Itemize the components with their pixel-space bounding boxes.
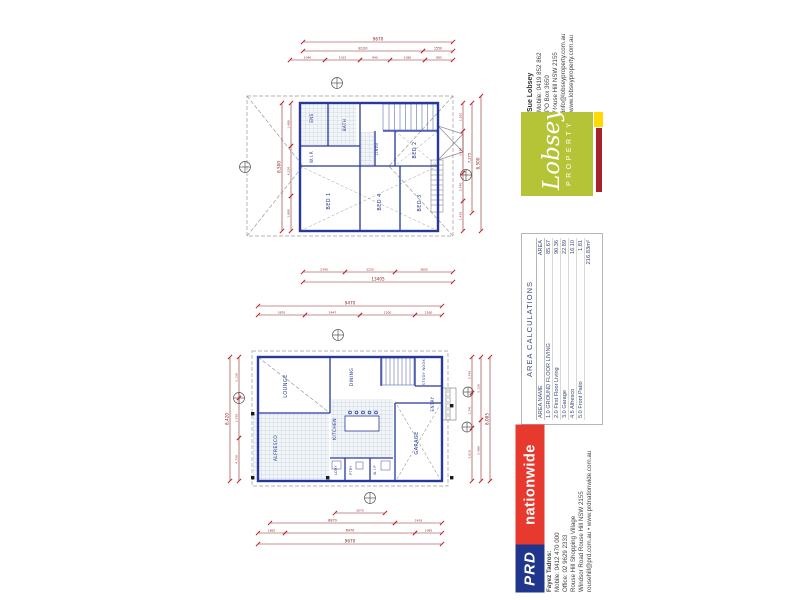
dim-label: 7,275 [467, 152, 472, 164]
dim-label: 8,085 [484, 413, 490, 425]
dim-label: 1040 [303, 55, 312, 60]
dimension [459, 171, 466, 203]
dimension [268, 519, 397, 526]
lobsey-stripe-yellow [594, 112, 603, 127]
dim-label: 1200 [383, 310, 392, 315]
room-label: LOUNGE [283, 374, 289, 398]
dimension [277, 101, 285, 233]
dim-label: 2,740 [467, 370, 472, 380]
dim-label: 4,730 [234, 455, 239, 464]
room-label: DINING [350, 367, 355, 387]
dim-label: 5,480 [476, 446, 481, 455]
dimension [413, 311, 444, 318]
dimension [477, 418, 484, 483]
prd-contact-card [546, 424, 594, 592]
area-table-row: 1.0 GROUND FLOOR LIVING 85.67 [545, 240, 552, 418]
lobsey-contact-card [527, 30, 607, 112]
dimension [459, 101, 466, 133]
contact-line: info@lobseyproperty.com.au [560, 33, 568, 112]
dim-label: 8120 [358, 46, 368, 51]
dimension [301, 268, 347, 275]
dimension [225, 355, 233, 483]
room-label: W.I.P [373, 465, 377, 475]
dim-label: 3,610 [467, 450, 472, 459]
room-label: ALFRESCO [274, 434, 279, 462]
dimension [333, 509, 387, 516]
dim-label: 2160 [424, 310, 433, 315]
area-table-row: 3.0 Garage 22.89 [561, 240, 568, 418]
dim-label: 8,500 [276, 161, 282, 173]
area-table-row: 2.0 First Floor Living 90.36 [553, 240, 560, 418]
dimension [287, 194, 294, 233]
dim-label: 8870 [328, 518, 337, 523]
dimension [358, 311, 417, 318]
dimension [393, 519, 444, 526]
room-label: STUDY NOOK [422, 358, 426, 386]
dim-label: 9470 [344, 300, 356, 306]
dimension [288, 56, 327, 63]
room-label: BED 4 [377, 193, 383, 211]
area-calculations-card [521, 233, 603, 425]
dim-label: 1080 [403, 55, 412, 60]
dim-label: 3220 [366, 267, 374, 272]
first-floor-plan [185, 36, 505, 298]
prd-agent-name: Fayez Tadros: [546, 550, 553, 592]
dim-label: 8,420 [224, 413, 230, 425]
dim-label: 8,500 [475, 157, 481, 170]
dimension [256, 311, 307, 318]
dimension [476, 94, 484, 233]
lobsey-stripe-crimson [596, 128, 603, 192]
room-label: KITCHEN [333, 418, 338, 440]
dim-label: 1,450 [458, 211, 463, 221]
area-table-header: AREA [537, 238, 545, 286]
dim-label: 2435 [414, 518, 423, 523]
stairs [382, 358, 414, 385]
stairs [383, 104, 438, 130]
dimension [343, 268, 397, 275]
contact-line: rousehill@prd.com.au • www.prdnationwide.com.au [586, 450, 594, 592]
dim-label: 1,890 [286, 209, 291, 218]
dimension [235, 436, 242, 483]
dimension [423, 56, 455, 63]
dimension [459, 129, 466, 175]
room-label: BED 2 [412, 141, 418, 159]
dimension [413, 529, 444, 536]
prd-contact-lines [554, 424, 594, 592]
dimension [283, 529, 417, 536]
area-table-title: AREA CALCULATIONS [524, 238, 537, 420]
contact-line: Office: 02 9629 2333 [562, 534, 570, 592]
room-label: LINEN [375, 142, 379, 156]
prd-logo-nationwide: nationwide [515, 424, 544, 544]
dim-label: 3,470 [458, 147, 463, 157]
dim-label: 3870 [277, 310, 286, 315]
contact-line: PO Box 3650 [544, 75, 552, 112]
dimension [287, 144, 294, 198]
dimension [468, 355, 475, 395]
dim-label: 2,740 [458, 182, 463, 192]
dimension [421, 47, 455, 54]
lobsey-wordmark-sub: PROPERTY [566, 119, 573, 186]
dimension [256, 301, 444, 309]
room-label: BED 3 [417, 194, 423, 212]
contact-line: www.lobseyproperty.com.au [568, 35, 576, 112]
dim-label: 1,480 [286, 120, 291, 129]
room-label: LDRY [334, 465, 338, 475]
dimension [301, 47, 425, 54]
dimension [393, 268, 455, 275]
dimension [323, 56, 362, 63]
dimension [358, 56, 392, 63]
dim-label: 5,130 [234, 373, 239, 382]
dimension [287, 101, 294, 148]
contact-line: Windsor Road Rouse Hill NSW 2155 [578, 491, 586, 592]
room-label: ENTRY [430, 396, 435, 412]
porch-steps [442, 388, 456, 420]
dim-label: 1865 [267, 528, 276, 533]
area-table-row: 5.0 Front Patio 1.81 [577, 240, 584, 418]
dim-label: 1,750 [234, 413, 239, 423]
contact-line: Rouse Hill NSW 2155 [552, 52, 560, 112]
dimension [301, 277, 455, 285]
dim-label: 840 [372, 55, 378, 60]
lobsey-logo [521, 103, 593, 196]
area-table-header: AREA NAME [537, 286, 545, 420]
dimension [468, 426, 475, 483]
dimension [459, 199, 466, 233]
dim-label: 3605 [420, 267, 428, 272]
dim-label: 13405 [371, 276, 385, 282]
ground-floor-plan [185, 298, 505, 573]
dimension [301, 37, 455, 45]
lobsey-logo-square [521, 103, 593, 196]
dim-label: 9670 [344, 538, 356, 544]
room-label: BATH [342, 118, 347, 132]
dim-label: 1985 [424, 528, 433, 533]
lobsey-agent-name: Sue Lobsey [527, 72, 534, 112]
dimension [468, 101, 475, 215]
dimension [256, 539, 444, 547]
room-label: GARAGE [414, 431, 420, 455]
dim-label: 2340 [320, 267, 328, 272]
prd-logo [515, 424, 544, 592]
dimension [388, 56, 427, 63]
dim-label: 9670 [372, 36, 384, 42]
dim-label: 1,205 [458, 112, 463, 122]
dim-label: 5,130 [476, 384, 481, 393]
dimension [477, 355, 484, 422]
dim-label: 1550 [433, 46, 443, 51]
laundry-fixtures [332, 461, 390, 470]
contact-line: Rouse Hill Shopping Village [570, 515, 578, 592]
dim-label: 1015 [338, 55, 347, 60]
dimension [303, 311, 362, 318]
room-label: ENS [309, 113, 314, 123]
lobsey-contact-lines [536, 30, 576, 112]
contact-line: Mobile: 0419 852 862 [536, 52, 543, 112]
room-label: W.I.R [309, 151, 314, 163]
room-label: BED 1 [326, 192, 332, 210]
dim-label: 885 [436, 55, 442, 60]
dim-label: 6470 [345, 528, 355, 533]
lobsey-wordmark: Lobsey. [539, 103, 565, 190]
dim-label: 2447 [328, 310, 337, 315]
dimension [485, 355, 493, 483]
area-table [537, 238, 592, 420]
area-table-total-row: 216.83m² [585, 238, 593, 420]
dim-label: 1,741 [467, 406, 472, 415]
dimension [256, 529, 287, 536]
room-label: PTRY [349, 465, 353, 475]
prd-logo-prd: PRD [515, 544, 544, 592]
contact-line: Mobile: 0412 470 000 [554, 532, 562, 592]
area-table-row: 4.5 Alfresco 16.10 [569, 240, 576, 418]
dim-label: 4,250 [286, 166, 291, 176]
dim-label: 3070 [356, 508, 364, 513]
